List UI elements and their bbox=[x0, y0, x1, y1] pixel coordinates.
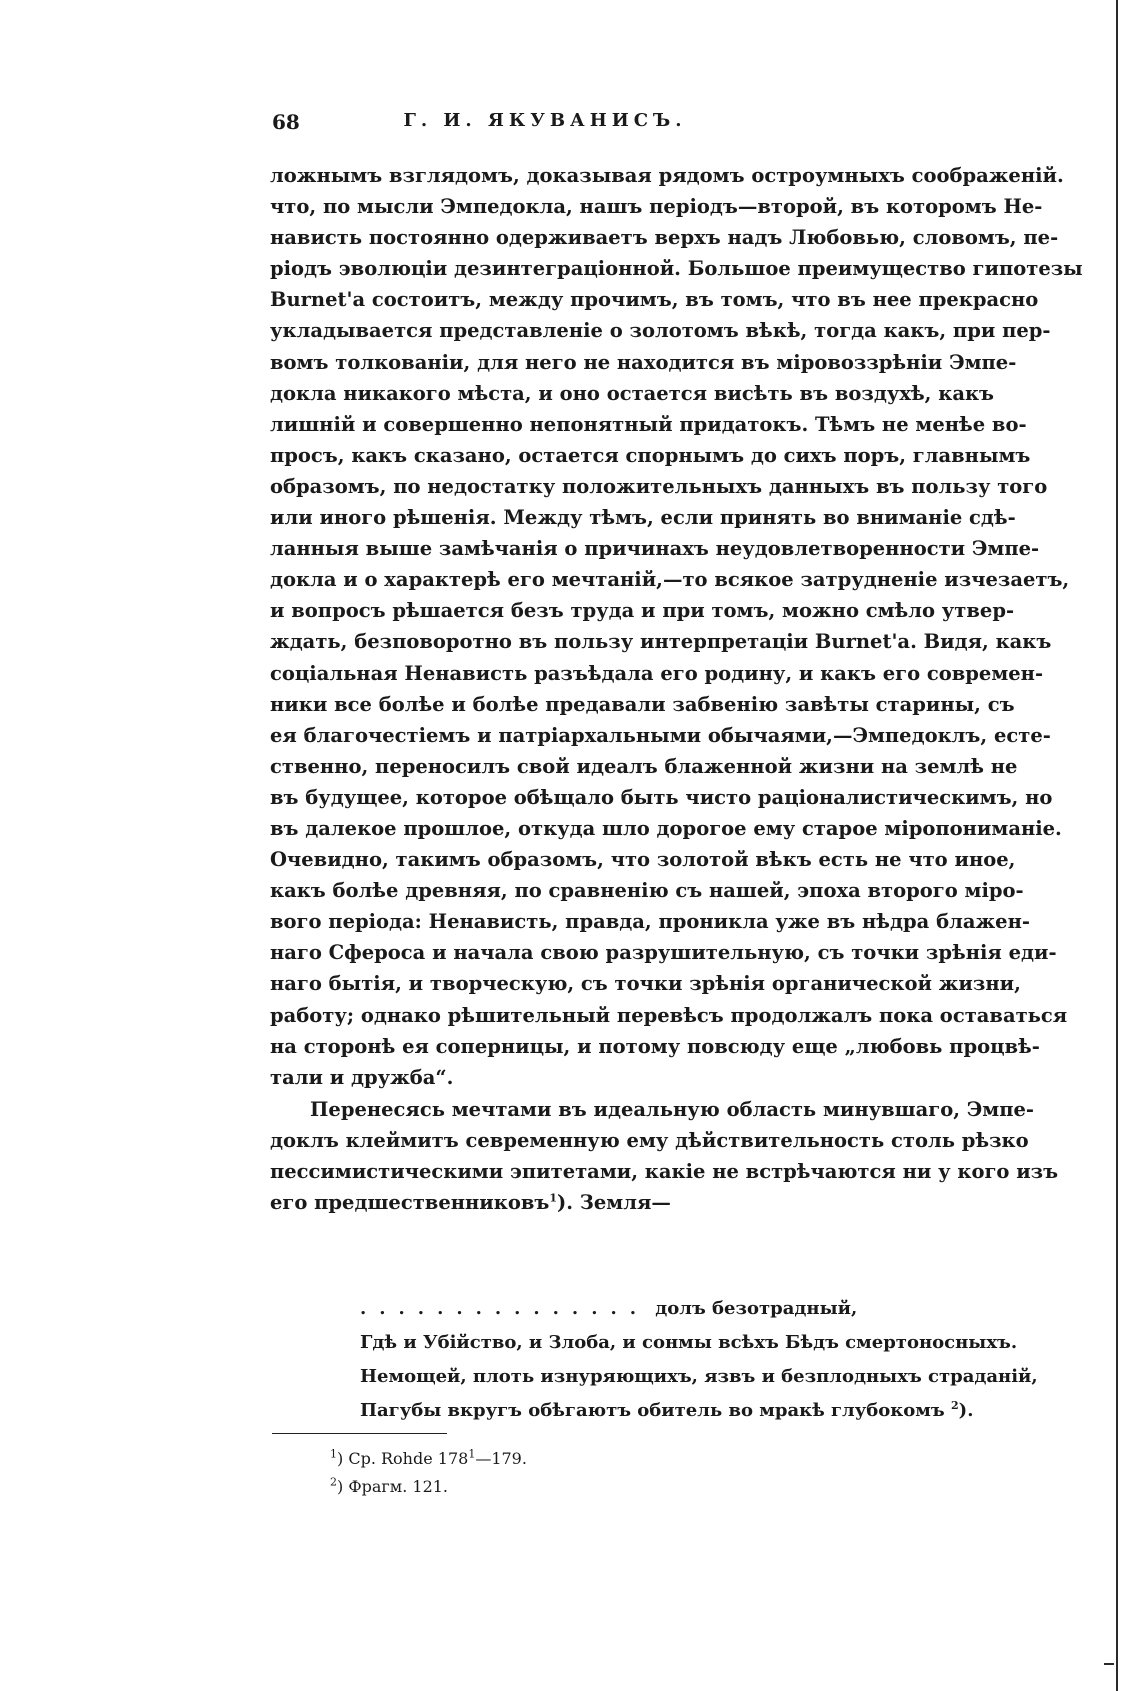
poem-line-4 bbox=[360, 1394, 1000, 1428]
paragraph-1-line: образомъ, по недостатку положительныхъ данныхъ въ пользу того bbox=[270, 474, 1048, 498]
paragraph-1-line: просъ, какъ сказано, остается спорнымъ до сихъ поръ, главнымъ bbox=[270, 443, 1031, 467]
paragraph-1 bbox=[270, 160, 1083, 1093]
body-text bbox=[270, 160, 1083, 1218]
poem-line-1-text: долъ безотрадный, bbox=[655, 1298, 858, 1319]
poem-line-2: Гдѣ и Убійство, и Злоба, и сонмы всѣхъ Бѣдъ смертоносныхъ. bbox=[360, 1332, 1018, 1353]
paragraph-1-line: ждать, безповоротно въ пользу интерпретаціи Burnet'a. Видя, какъ bbox=[270, 630, 1052, 654]
footnote-1-mark: 1 bbox=[330, 1447, 337, 1461]
footnote-2-text: ) Фрагм. 121. bbox=[337, 1477, 449, 1496]
paragraph-1-line: докла никакого мѣста, и оно остается висѣть въ воздухѣ, какъ bbox=[270, 381, 994, 405]
paragraph-1-line: ланныя выше замѣчанія о причинахъ неудовлетворенности Эмпе- bbox=[270, 537, 1040, 561]
footnote-1-text: ) Cp. Rohde 178 bbox=[337, 1449, 469, 1468]
scan-page-edge bbox=[1116, 0, 1118, 1691]
paragraph-1-line: ріодъ эволюціи дезинтеграціонной. Большое преимущество гипотезы bbox=[270, 257, 1083, 281]
paragraph-1-line: докла и о характерѣ его мечтаній,—то всякое затрудненіе изчезаетъ, bbox=[270, 568, 1070, 592]
footnote-1-superscript: 1 bbox=[468, 1447, 476, 1461]
paragraph-2-end-text: ). Земля— bbox=[557, 1191, 671, 1215]
paragraph-1-line: тали и дружба“. bbox=[270, 1065, 454, 1089]
poem-line-1 bbox=[360, 1292, 1000, 1326]
paragraph-1-line: на сторонѣ ея соперницы, и потому повсюду еще „любовь процвѣ- bbox=[270, 1034, 1040, 1058]
paragraph-1-line: Burnet'a состоитъ, между прочимъ, въ томъ, что въ нее прекрасно bbox=[270, 288, 1039, 312]
page-number: 68 bbox=[272, 110, 300, 134]
footnote-1-tail: —179. bbox=[475, 1449, 527, 1468]
paragraph-2-lines bbox=[270, 1094, 1059, 1187]
paragraph-1-line: какъ болѣе древняя, по сравненію съ нашей, эпоха второго міро- bbox=[270, 879, 1024, 903]
footnote-1 bbox=[330, 1445, 527, 1473]
paragraph-1-line: нависть постоянно одерживаетъ верхъ надъ Любовью, словомъ, пе- bbox=[270, 226, 1059, 250]
paragraph-2-line: Перенесясь мечтами въ идеальную область минувшаго, Эмпе- bbox=[310, 1097, 1034, 1121]
paragraph-2-line: доклъ клеймитъ севременную ему дѣйствительность столь рѣзко bbox=[270, 1128, 1029, 1152]
paragraph-1-line: и вопросъ рѣшается безъ труда и при томъ, можно смѣло утвер- bbox=[270, 599, 1015, 623]
footnote-ref-1[interactable]: 1 bbox=[549, 1191, 557, 1205]
footnotes bbox=[330, 1445, 527, 1501]
scan-corner-mark bbox=[1104, 1663, 1114, 1665]
paragraph-1-line: наго Сфероса и начала свою разрушительную, съ точки зрѣнія еди- bbox=[270, 941, 1057, 965]
footnote-2-mark: 2 bbox=[330, 1475, 337, 1489]
paragraph-1-line: въ далекое прошлое, откуда шло дорогое ему старое міропониманіе. bbox=[270, 816, 1062, 840]
paragraph-1-line: вого періода: Ненависть, правда, проникла уже въ нѣдра блажен- bbox=[270, 910, 1030, 934]
paragraph-1-line: въ будущее, которое обѣщало быть чисто раціоналистическимъ, но bbox=[270, 785, 1053, 809]
paragraph-1-line: Очевидно, такимъ образомъ, что золотой вѣкъ есть не что иное, bbox=[270, 848, 1016, 872]
poem-ellipsis: ............... bbox=[360, 1298, 649, 1319]
footnote-ref-2[interactable]: 2 bbox=[951, 1399, 959, 1412]
page-header bbox=[272, 110, 818, 138]
poem-line-4-text: Пагубы вкругъ обѣгаютъ обитель во мракѣ глубокомъ bbox=[360, 1400, 945, 1421]
paragraph-1-line: ники все болѣе и болѣе предавали забвенію завѣты старины, съ bbox=[270, 692, 1015, 716]
poem-line-3: Немощей, плоть изнуряющихъ, язвъ и безплодныхъ страданій, bbox=[360, 1366, 1038, 1387]
paragraph-2-line: пессимистическими эпитетами, какіе не встрѣчаются ни у кого изъ bbox=[270, 1160, 1059, 1183]
poem-quotation bbox=[360, 1292, 1038, 1428]
paragraph-2-last-text: его предшественниковъ bbox=[270, 1191, 550, 1215]
running-head: Г. И. ЯКУВАНИСЪ. bbox=[403, 110, 687, 131]
paragraph-1-line: что, по мысли Эмпедокла, нашъ періодъ—второй, въ которомъ Не- bbox=[270, 195, 1043, 219]
footnote-2 bbox=[330, 1473, 527, 1501]
paragraph-1-line: наго бытія, и творческую, съ точки зрѣнія органической жизни, bbox=[270, 972, 1021, 996]
paragraph-1-line: ложнымъ взглядомъ, доказывая рядомъ остроумныхъ соображеній. bbox=[270, 164, 1064, 187]
paragraph-1-line: лишній и совершенно непонятный придатокъ. Тѣмъ не менѣе во- bbox=[270, 412, 1027, 436]
paragraph-1-line: ственно, переносилъ свой идеалъ блаженной жизни на землѣ не bbox=[270, 754, 1018, 778]
footnote-rule bbox=[272, 1433, 447, 1434]
paragraph-2 bbox=[270, 1094, 1059, 1218]
paragraph-1-line: соціальная Ненависть разъѣдала его родину, и какъ его современ- bbox=[270, 661, 1044, 685]
paragraph-1-line: вомъ толкованіи, для него не находится въ міровоззрѣніи Эмпе- bbox=[270, 350, 1017, 374]
paragraph-1-line: ея благочестіемъ и патріархальными обычаями,—Эмпедоклъ, есте- bbox=[270, 723, 1051, 747]
paragraph-2-last-line bbox=[270, 1187, 820, 1218]
paragraph-1-line: укладывается представленіе о золотомъ вѣкѣ, тогда какъ, при пер- bbox=[270, 319, 1051, 343]
paragraph-1-line: или иного рѣшенія. Между тѣмъ, если принять во вниманіе сдѣ- bbox=[270, 506, 1016, 530]
poem-line-4-end: ). bbox=[958, 1400, 974, 1421]
paragraph-1-line: работу; однако рѣшительный перевѣсъ продолжалъ пока оставаться bbox=[270, 1003, 1068, 1027]
